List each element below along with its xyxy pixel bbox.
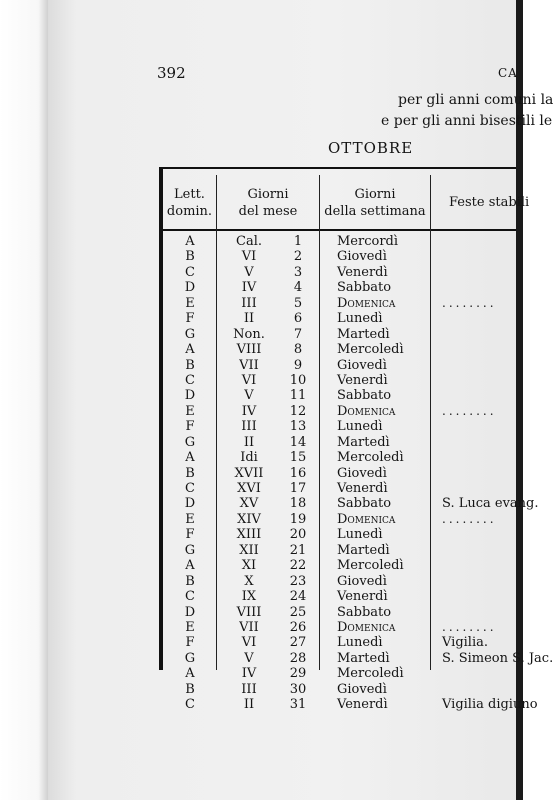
feast: Vigilia. xyxy=(442,635,488,651)
weekday: Venerdì xyxy=(337,372,388,388)
dominical-letter: A xyxy=(185,234,195,249)
table-row xyxy=(160,280,516,295)
dominical-letter: B xyxy=(185,465,195,481)
dominical-letter: C xyxy=(185,589,195,605)
table-row xyxy=(160,435,516,450)
roman-day: IX xyxy=(241,589,257,605)
month-title: OTTOBRE xyxy=(328,139,414,157)
day-number: 21 xyxy=(289,542,307,558)
roman-day: VII xyxy=(239,619,259,635)
weekday: Domenica xyxy=(337,403,396,419)
weekday: Venerdì xyxy=(337,589,388,605)
roman-day: V xyxy=(244,650,254,666)
weekday: Giovedì xyxy=(337,681,387,697)
weekday: Mercoledì xyxy=(337,342,404,358)
dominical-letter: C xyxy=(185,697,195,713)
table-row xyxy=(160,666,516,681)
weekday: Venerdì xyxy=(337,697,388,713)
weekday: Mercordì xyxy=(337,234,399,249)
dominical-letter: E xyxy=(185,511,195,527)
roman-day: XIII xyxy=(236,527,262,543)
table-row xyxy=(160,512,516,527)
table-row xyxy=(160,265,516,280)
running-head: CA xyxy=(498,66,518,80)
day-number: 9 xyxy=(293,357,303,373)
roman-day: II xyxy=(243,697,255,713)
table-row xyxy=(160,574,516,589)
dominical-letter: A xyxy=(185,558,195,574)
subtitle-line-2: e per gli anni bisestili le xyxy=(381,113,553,129)
feast: ........ xyxy=(442,511,497,526)
day-number: 10 xyxy=(289,372,307,388)
day-number: 15 xyxy=(289,450,307,466)
day-number: 6 xyxy=(293,311,303,327)
table-row xyxy=(160,342,516,357)
weekday: Sabbato xyxy=(337,280,392,296)
col-header-feasts: Feste stabili xyxy=(449,195,530,210)
table-row xyxy=(160,373,516,388)
weekday: Venerdì xyxy=(337,481,388,496)
weekday: Lunedì xyxy=(337,419,383,435)
dominical-letter: C xyxy=(185,264,195,280)
dominical-letter: C xyxy=(185,372,195,388)
table-row xyxy=(160,450,516,465)
roman-day: VIII xyxy=(236,342,262,358)
roman-day: V xyxy=(244,388,254,404)
weekday: Martedì xyxy=(337,650,390,666)
roman-day: XIV xyxy=(237,511,261,527)
dominical-letter: C xyxy=(185,481,195,496)
roman-day: VI xyxy=(241,372,257,388)
roman-day: Cal. xyxy=(236,234,262,249)
table-row xyxy=(160,388,516,403)
feast: ........ xyxy=(442,403,497,418)
table-row xyxy=(160,558,516,573)
day-number: 27 xyxy=(289,635,307,651)
feast: Vigilia digiuno xyxy=(442,697,538,713)
feast: ........ xyxy=(442,295,497,310)
table-row xyxy=(160,496,539,512)
day-number: 2 xyxy=(293,249,303,265)
table-row xyxy=(160,296,516,311)
weekday: Venerdì xyxy=(337,264,388,280)
roman-day: II xyxy=(243,434,255,450)
day-number: 1 xyxy=(293,234,303,249)
weekday: Domenica xyxy=(337,295,396,311)
weekday: Sabbato xyxy=(337,388,392,404)
dominical-letter: B xyxy=(185,357,195,373)
day-number: 28 xyxy=(289,650,307,666)
table-row xyxy=(160,419,516,434)
table-row xyxy=(160,358,516,373)
weekday: Sabbato xyxy=(337,604,392,620)
day-number: 20 xyxy=(289,527,307,543)
roman-day: IV xyxy=(241,666,257,682)
col-header-letter-line1: Lett. xyxy=(174,187,205,202)
feast: ........ xyxy=(442,619,497,634)
feast: S. Luca evang. xyxy=(442,496,539,512)
subtitle-line-1: per gli anni comuni la xyxy=(398,92,553,108)
table-row xyxy=(160,481,516,496)
roman-day: V xyxy=(244,264,254,280)
col-header-letter xyxy=(163,186,216,220)
roman-day: XVII xyxy=(234,465,264,481)
weekday: Mercoledì xyxy=(337,666,404,682)
day-number: 26 xyxy=(289,619,307,635)
dominical-letter: E xyxy=(185,295,195,311)
weekday: Lunedì xyxy=(337,527,383,543)
dominical-letter: G xyxy=(184,326,196,342)
day-number: 29 xyxy=(289,666,307,682)
col-header-weekday xyxy=(320,186,430,220)
dominical-letter: B xyxy=(185,573,195,589)
table-row xyxy=(160,543,516,558)
day-number: 12 xyxy=(289,403,307,419)
roman-day: VII xyxy=(239,357,259,373)
day-number: 8 xyxy=(293,342,303,358)
dominical-letter: A xyxy=(185,342,195,358)
weekday: Martedì xyxy=(337,542,390,558)
weekday: Martedì xyxy=(337,326,390,342)
roman-day: III xyxy=(241,419,257,435)
day-number: 30 xyxy=(289,681,307,697)
roman-day: II xyxy=(243,311,255,327)
day-number: 14 xyxy=(289,434,307,450)
weekday: Sabbato xyxy=(337,496,392,512)
weekday: Domenica xyxy=(337,511,396,527)
day-number: 17 xyxy=(289,481,307,496)
table-row xyxy=(160,404,516,419)
dominical-letter: D xyxy=(184,388,196,404)
dominical-letter: G xyxy=(184,650,196,666)
table-row xyxy=(160,527,516,542)
table-row xyxy=(160,682,516,697)
roman-day: XVI xyxy=(237,481,261,496)
col-header-days xyxy=(217,186,319,220)
dominical-letter: A xyxy=(185,450,195,466)
col-header-days-line2: del mese xyxy=(238,204,298,219)
feast: S. Simeon S. Jac. xyxy=(442,650,553,666)
dominical-letter: D xyxy=(184,280,196,296)
col-header-weekday-line2: della settimana xyxy=(324,204,426,219)
weekday: Giovedì xyxy=(337,357,387,373)
table-row xyxy=(160,249,516,264)
roman-day: XII xyxy=(239,542,259,558)
day-number: 3 xyxy=(293,264,303,280)
day-number: 23 xyxy=(289,573,307,589)
dominical-letter: G xyxy=(184,434,196,450)
dominical-letter: A xyxy=(185,666,195,682)
table-row xyxy=(160,650,553,666)
weekday: Lunedì xyxy=(337,311,383,327)
weekday: Martedì xyxy=(337,434,390,450)
roman-day: IV xyxy=(241,280,257,296)
table-row xyxy=(160,605,516,620)
page-number: 392 xyxy=(157,64,186,82)
day-number: 5 xyxy=(293,295,303,311)
table-row xyxy=(160,234,516,249)
dominical-letter: E xyxy=(185,403,195,419)
table-row xyxy=(160,620,516,635)
dominical-letter: F xyxy=(185,635,195,651)
day-number: 24 xyxy=(289,589,307,605)
dominical-letter: F xyxy=(185,311,195,327)
table-top-rule xyxy=(160,167,516,169)
weekday: Lunedì xyxy=(337,635,383,651)
day-number: 25 xyxy=(289,604,307,620)
dominical-letter: G xyxy=(184,542,196,558)
previous-page-edge xyxy=(0,0,48,800)
day-number: 11 xyxy=(289,388,307,404)
weekday: Mercoledì xyxy=(337,450,404,466)
table-row xyxy=(160,589,516,604)
col-header-weekday-line1: Giorni xyxy=(354,187,396,202)
dominical-letter: F xyxy=(185,419,195,435)
day-number: 16 xyxy=(289,465,307,481)
dominical-letter: F xyxy=(185,527,195,543)
weekday: Giovedì xyxy=(337,573,387,589)
table-row xyxy=(160,697,538,713)
table-row xyxy=(160,635,516,650)
roman-day: VI xyxy=(241,249,257,265)
day-number: 31 xyxy=(289,697,307,713)
day-number: 4 xyxy=(293,280,303,296)
roman-day: VI xyxy=(241,635,257,651)
day-number: 13 xyxy=(289,419,307,435)
weekday: Giovedì xyxy=(337,465,387,481)
dominical-letter: B xyxy=(185,249,195,265)
day-number: 18 xyxy=(289,496,307,512)
table-header-rule xyxy=(160,229,516,231)
roman-day: III xyxy=(241,681,257,697)
roman-day: IV xyxy=(241,403,257,419)
table-row xyxy=(160,327,516,342)
col-header-days-line1: Giorni xyxy=(247,187,289,202)
roman-day: III xyxy=(241,295,257,311)
roman-day: VIII xyxy=(236,604,262,620)
dominical-letter: B xyxy=(185,681,195,697)
day-number: 19 xyxy=(289,511,307,527)
table-row xyxy=(160,466,516,481)
roman-day: XI xyxy=(241,558,257,574)
weekday: Giovedì xyxy=(337,249,387,265)
table-row xyxy=(160,311,516,326)
roman-day: X xyxy=(244,573,254,589)
roman-day: Idi xyxy=(240,450,258,466)
dominical-letter: E xyxy=(185,619,195,635)
roman-day: Non. xyxy=(233,326,265,342)
dominical-letter: D xyxy=(184,604,196,620)
day-number: 22 xyxy=(289,558,307,574)
day-number: 7 xyxy=(293,326,303,342)
calendar-table-body xyxy=(160,234,553,713)
roman-day: XV xyxy=(239,496,259,512)
col-header-letter-line2: domin. xyxy=(166,204,213,219)
dominical-letter: D xyxy=(184,496,196,512)
weekday: Mercoledì xyxy=(337,558,404,574)
weekday: Domenica xyxy=(337,619,396,635)
